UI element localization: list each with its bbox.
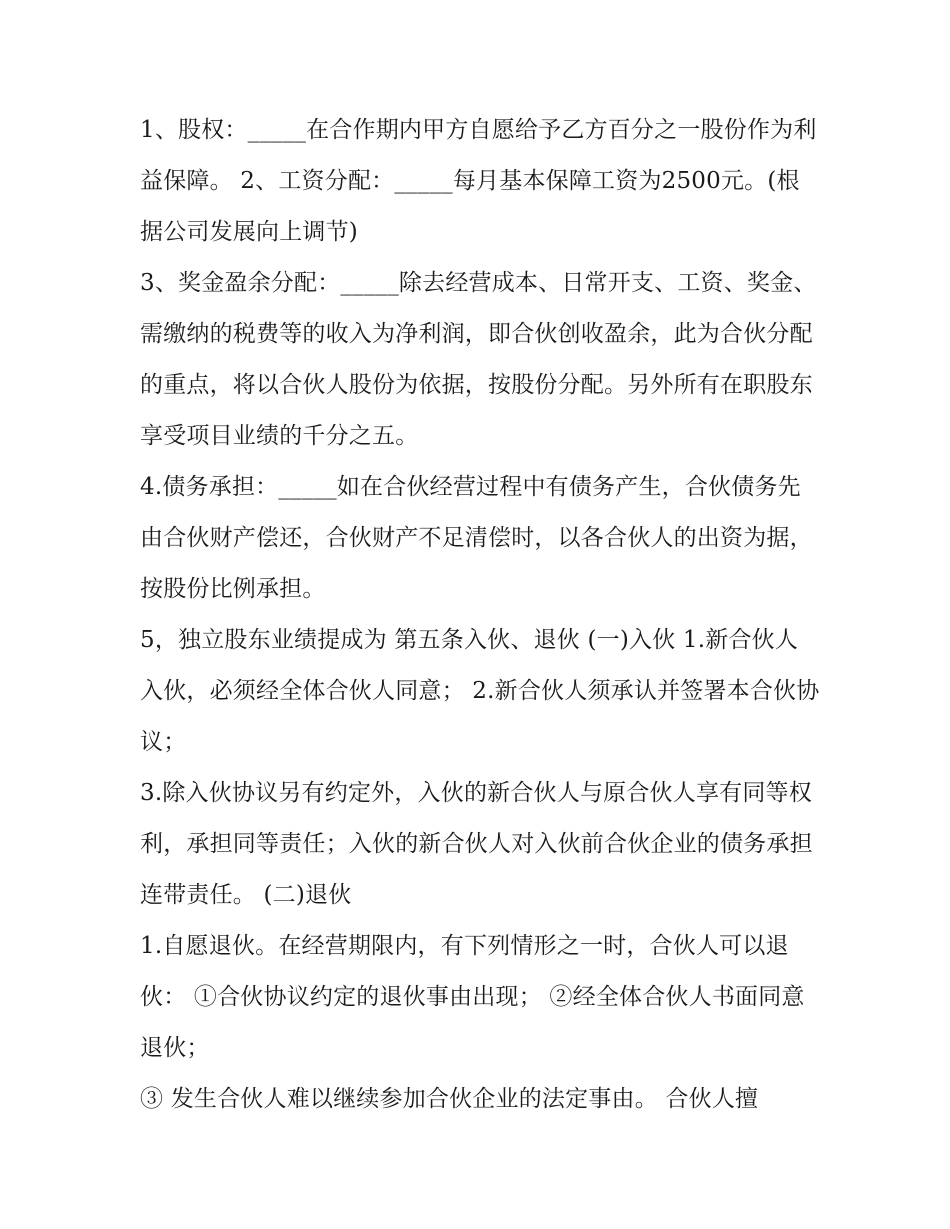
paragraph-equity-and-salary: 1、股权：_____在合作期内甲方自愿给予乙方百分之一股份作为利益保障。 2、工资分配：_____每月基本保障工资为2500元。(根据公司发展向上调节)	[140, 117, 817, 245]
paragraph-voluntary-withdrawal: 1.自愿退伙。在经营期限内，有下列情形之一时，合伙人可以退伙： ①合伙协议约定的退伙事由出现； ②经全体合伙人书面同意退伙；	[140, 933, 805, 1061]
paragraph-bonus-distribution: 3、奖金盈余分配：_____除去经营成本、日常开支、工资、奖金、需缴纳的税费等的收入为净利润，即合伙创收盈余，此为合伙分配的重点，将以合伙人股份为依据，按股份分配。另外所有在职股东享受项目业绩的千分之五。	[140, 270, 817, 449]
paragraph-statutory-reason: ③ 发生合伙人难以继续参加合伙企业的法定事由。 合伙人擅	[140, 1086, 759, 1112]
paragraph-admission: 5，独立股东业绩提成为 第五条入伙、退伙 (一)入伙 1.新合伙人入伙，必须经全体合伙人同意； 2.新合伙人须承认并签署本合伙协议；	[140, 627, 820, 755]
paragraph-new-partner-rights: 3.除入伙协议另有约定外，入伙的新合伙人与原合伙人享有同等权利，承担同等责任；入伙的新合伙人对入伙前合伙企业的债务承担连带责任。 (二)退伙	[140, 780, 813, 908]
paragraph-debt-liability: 4.债务承担：_____如在合伙经营过程中有债务产生，合伙债务先由合伙财产偿还，合伙财产不足清偿时，以各合伙人的出资为据，按股份比例承担。	[140, 474, 813, 602]
document-body	[140, 105, 820, 1125]
